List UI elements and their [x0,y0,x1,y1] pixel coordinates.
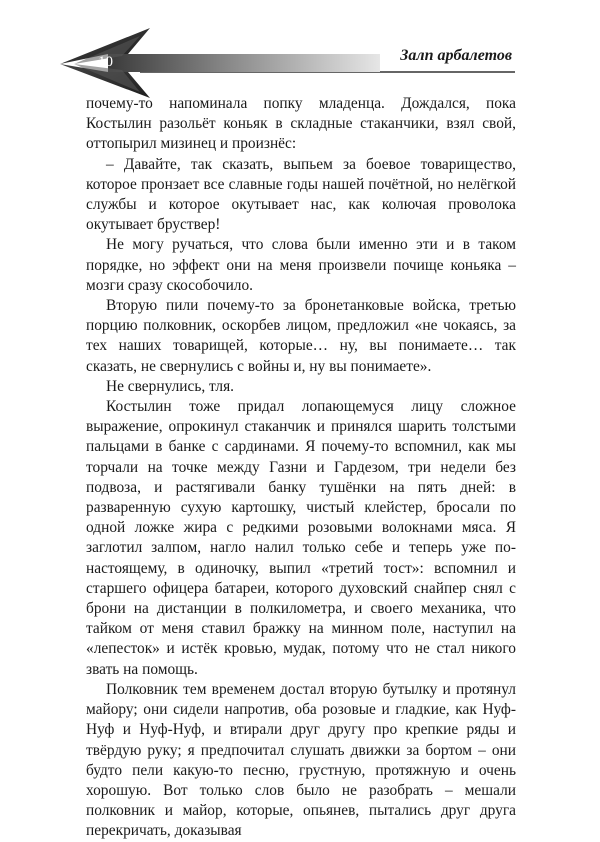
paragraph: почему-то напоминала попку младенца. Дождался, пока Костылин разольёт коньяк в складные стаканчики, взял свой, оттопырил мизинец и произнёс: [86,95,516,153]
paragraph: Не могу ручаться, что слова были именно эти и в таком порядке, но эффект они на меня произвели почище коньяка – мозги сразу скособочило. [86,236,516,294]
paragraph: Костылин тоже придал лопающемуся лицу сложное выражение, опрокинул стаканчик и принялся шарить толстыми пальцами в банке с сардинами. Я почему-то вспомнил, как мы торчали на точке между Газни и Гардезом, три недели без подвоза, и растягивали банку тушёнки на пять дней: в разваренную сухую картошку, чистый клейстер, бросали по одной ложке жира с редкими розовыми волокнами мяса. Я заглотил залпом, нагло налил только себе и теперь уже по-настоящему, в одиночку, выпил «третий тост»: вспомнил и старшего офицера батареи, которого духовский снайпер снял с брони на дистанции в полкилометра, и своего механика, что тайком от меня ставил бражку на минном поле, наступил на «лепесток» и истёк кровью, мудак, потому что не стал никого звать на помощь. [86,398,516,678]
running-title: Залп арбалетов [400,47,512,64]
paragraph: – Давайте, так сказать, выпьем за боевое товарищество, которое пронзает все славные годы нашей почётной, но нелёгкой службы и которое окутывает нас, как колючая проволока окутывает бруствер! [86,155,516,234]
page-number: 10 [98,54,113,70]
paragraph: Не свернулись, тля. [106,377,234,395]
paragraph: Полковник тем временем достал вторую бутылку и протянул майору; они сидели напротив, оба розовые и гладкие, как Нуф-Нуф и Нуф-Нуф, и втирали друг другу про крепкие ряды и твёрдую руку; я предпочитал слушать движки за бортом – они будто пели какую-то песню, грустную, протяжную и очень хорошую. Вот только слов было не разобрать – мешали полковник и майор, которые, опьянев, пытались друг друга перекричать, доказывая [86,680,516,840]
body-text [86,94,516,842]
page-header [0,0,600,100]
paragraph: Вторую пили почему-то за бронетанковые войска, третью порцию полковник, оскорбев лицом, предложил «не чокаясь, за тех наших товарищей, которые… ну, вы понимаете… так сказать, не свернулись с войны и, ну вы понимаете». [86,297,516,375]
arrow-shaft [108,54,380,72]
